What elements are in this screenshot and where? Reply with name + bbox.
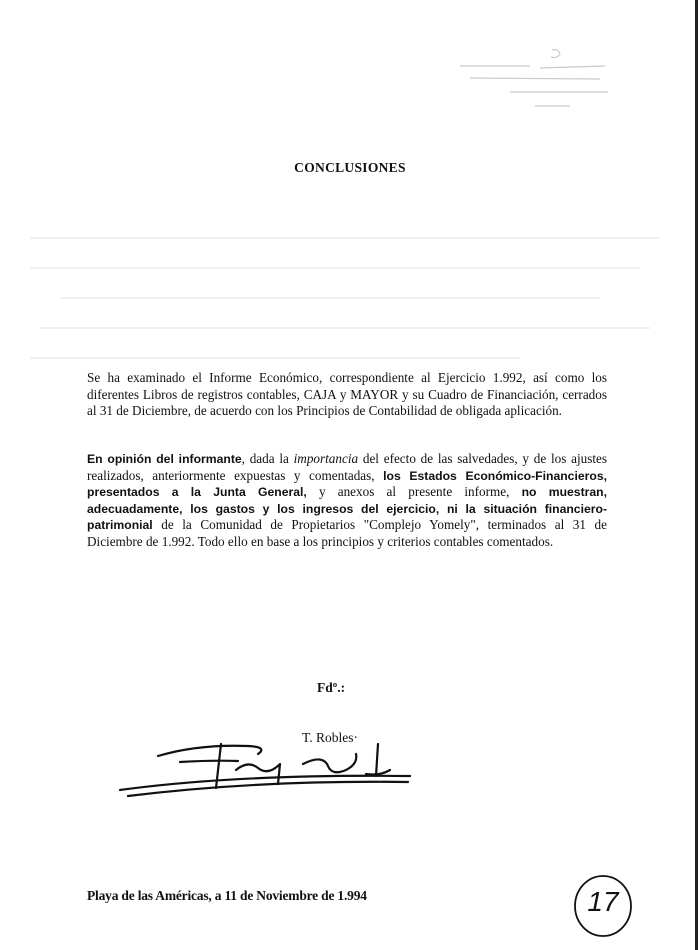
signer-name: T. Robles· <box>302 730 358 745</box>
paragraph-examination: Se ha examinado el Informe Económico, correspondiente al Ejercicio 1.992, así como los diferentes Libros de registros contables, CAJA y MAYOR y su Cuadro de Financiación, cerrados al 31 de Diciembre, de acuerdo con los Principios de Contabilidad de obligada aplicación. <box>87 370 607 419</box>
opinion-text-2: del efecto de las salvedades, y de los ajustes realizados, anteriormente expuestas y comentadas, <box>87 451 607 483</box>
opinion-text-1: , dada la <box>241 451 294 466</box>
place-and-date: Playa de las Américas, a 11 de Noviembre de 1.994 <box>87 888 367 903</box>
handwritten-signature <box>118 730 418 800</box>
opinion-text-3: y anexos al presente informe, <box>306 484 522 500</box>
faint-bleedthrough <box>0 220 700 370</box>
scan-edge-mark <box>695 0 698 950</box>
opinion-lead: En opinión del informante <box>87 452 242 466</box>
opinion-finding: no muestran, adecuadamente, los gastos y los ingresos del ejercicio, ni la situación financiero-patrimonial <box>87 485 607 533</box>
document-title: CONCLUSIONES <box>294 160 406 175</box>
faint-stamp-mark <box>440 48 610 128</box>
page-number-stamp <box>572 870 634 940</box>
paragraph-opinion <box>87 451 607 551</box>
opinion-text-4: de la Comunidad de Propietarios "Complejo Yomely", terminados al 31 de Diciembre de 1.992. Todo ello en base a los principios y criterios contables comentados. <box>87 517 607 549</box>
opinion-emphasis: importancia <box>293 451 359 466</box>
opinion-statements: los Estados Económico-Financieros, presentados a la Junta General, <box>87 468 607 500</box>
signature-label: Fdº.: <box>317 680 346 695</box>
page-number: 17 <box>587 886 619 917</box>
